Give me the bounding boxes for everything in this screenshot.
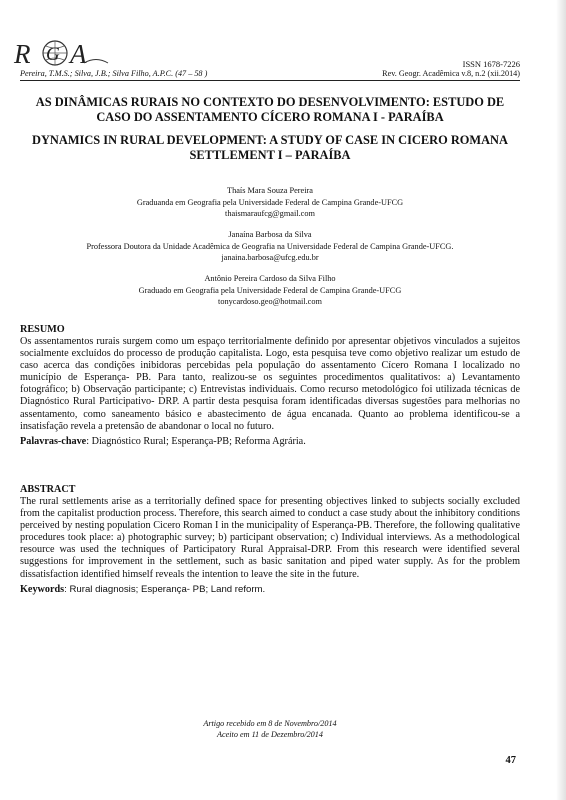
received-date: Artigo recebido em 8 de Novembro/2014 bbox=[203, 719, 337, 728]
running-authors: Pereira, T.M.S.; Silva, J.B.; Silva Filho, A.P.C. (47 – 58 ) bbox=[20, 69, 208, 78]
title-portuguese: AS DINÂMICAS RURAIS NO CONTEXTO DO DESENVOLVIMENTO: ESTUDO DE CASO DO ASSENTAMENTO CÍCERO ROMANA I - PARAÍBA bbox=[35, 95, 505, 124]
abstract-heading: ABSTRACT bbox=[20, 484, 76, 495]
journal-reference: Rev. Geogr. Acadêmica v.8, n.2 (xii.2014) bbox=[382, 69, 520, 78]
author-email: janaina.barbosa@ufcg.edu.br bbox=[221, 253, 319, 262]
author-block bbox=[20, 229, 520, 264]
issn-label: ISSN 1678-7226 bbox=[462, 59, 520, 69]
keywords-label: Keywords bbox=[20, 583, 65, 595]
author-block bbox=[20, 273, 520, 308]
keywords-label: Palavras-chave bbox=[20, 435, 87, 447]
abstract-keywords bbox=[20, 584, 520, 596]
author-affiliation: Graduanda em Geografia pela Universidade Federal de Campina Grande-UFCG bbox=[136, 197, 404, 207]
resumo-keywords bbox=[20, 436, 520, 448]
title-english: DYNAMICS IN RURAL DEVELOPMENT: A STUDY OF CASE IN CICERO ROMANA SETTLEMENT I – PARAÍBA bbox=[32, 133, 508, 162]
keywords-list: : Rural diagnosis; Esperança- PB; Land reform. bbox=[64, 583, 266, 595]
accepted-date: Aceito em 11 de Dezembro/2014 bbox=[217, 730, 323, 739]
author-affiliation: Graduado em Geografia pela Universidade Federal de Campina Grande-UFCG bbox=[138, 285, 402, 295]
page-edge-shadow bbox=[556, 0, 566, 800]
author-block bbox=[20, 185, 520, 220]
abstract-section bbox=[20, 484, 520, 596]
page-number: 47 bbox=[505, 755, 516, 766]
author-email: thaismaraufcg@gmail.com bbox=[225, 209, 315, 218]
submission-dates bbox=[20, 718, 520, 740]
author-name: Antônio Pereira Cardoso da Silva Filho bbox=[204, 274, 336, 283]
running-header bbox=[20, 69, 520, 81]
author-name: Janaína Barbosa da Silva bbox=[228, 230, 312, 239]
author-affiliation: Professora Doutora da Unidade Acadêmica de Geografia na Universidade Federal de Campina Grande-UFCG. bbox=[86, 241, 454, 251]
resumo-section bbox=[20, 324, 520, 448]
logo-letter-a: A bbox=[70, 39, 87, 69]
author-email: tonycardoso.geo@hotmail.com bbox=[218, 297, 322, 306]
abstract-text: The rural settlements arise as a territorially defined space for presenting objectives linked to subjects socially excluded from the capitalist production process. Therefore, this search aimed to conduct a case study about the inhibitory conditions perceived by nesting population Cicero Roman I in the municipality of Esperança-PB. Therefore, the following qualitative procedures took place: a) photographic survey; b) participant observation; c) Individual interviews. As a methodological resource was used the techniques of Participatory Rural Appraisal-DRP. From this research were identified several suggestions for improvement in the settlement, such as basic sanitation and piped water supply. As for the problem dissatisfaction identified himself reveals the intention to leave the site in the future. bbox=[20, 496, 520, 580]
resumo-heading: RESUMO bbox=[20, 324, 65, 335]
logo-letter-r: R bbox=[14, 39, 31, 69]
logo-letter-g: G bbox=[46, 44, 60, 65]
resumo-text: Os assentamentos rurais surgem como um espaço territorialmente definido por apresentar objetivos vinculados a sujeitos socialmente excluídos do processo de produção capitalista. Logo, esta pesquisa teve como objetivo realizar um estudo de caso acerca das condições inibidoras percebidas pela população do assentamento Cícero Romana I localizado no município de Esperança- PB. Para tanto, realizou-se os seguintes procedimentos qualitativos: a) Levantamento fotográfico; b) Observação participante; c) Entrevistas individuais. Como recurso metodológico foi utilizada técnicas de Diagnóstico Rural Participativo- DRP. A partir desta pesquisa foram identificadas diversas sugestões para melhorias no assentamento, como saneamento básico e abastecimento de água encanada. Quanto ao problema identificou-se a insatisfação revela a pretensão de abandonar o local no futuro. bbox=[20, 336, 520, 432]
keywords-list: : Diagnóstico Rural; Esperança-PB; Reforma Agrária. bbox=[86, 435, 306, 447]
author-name: Thaís Mara Souza Pereira bbox=[227, 186, 313, 195]
journal-logo-icon bbox=[12, 36, 112, 72]
